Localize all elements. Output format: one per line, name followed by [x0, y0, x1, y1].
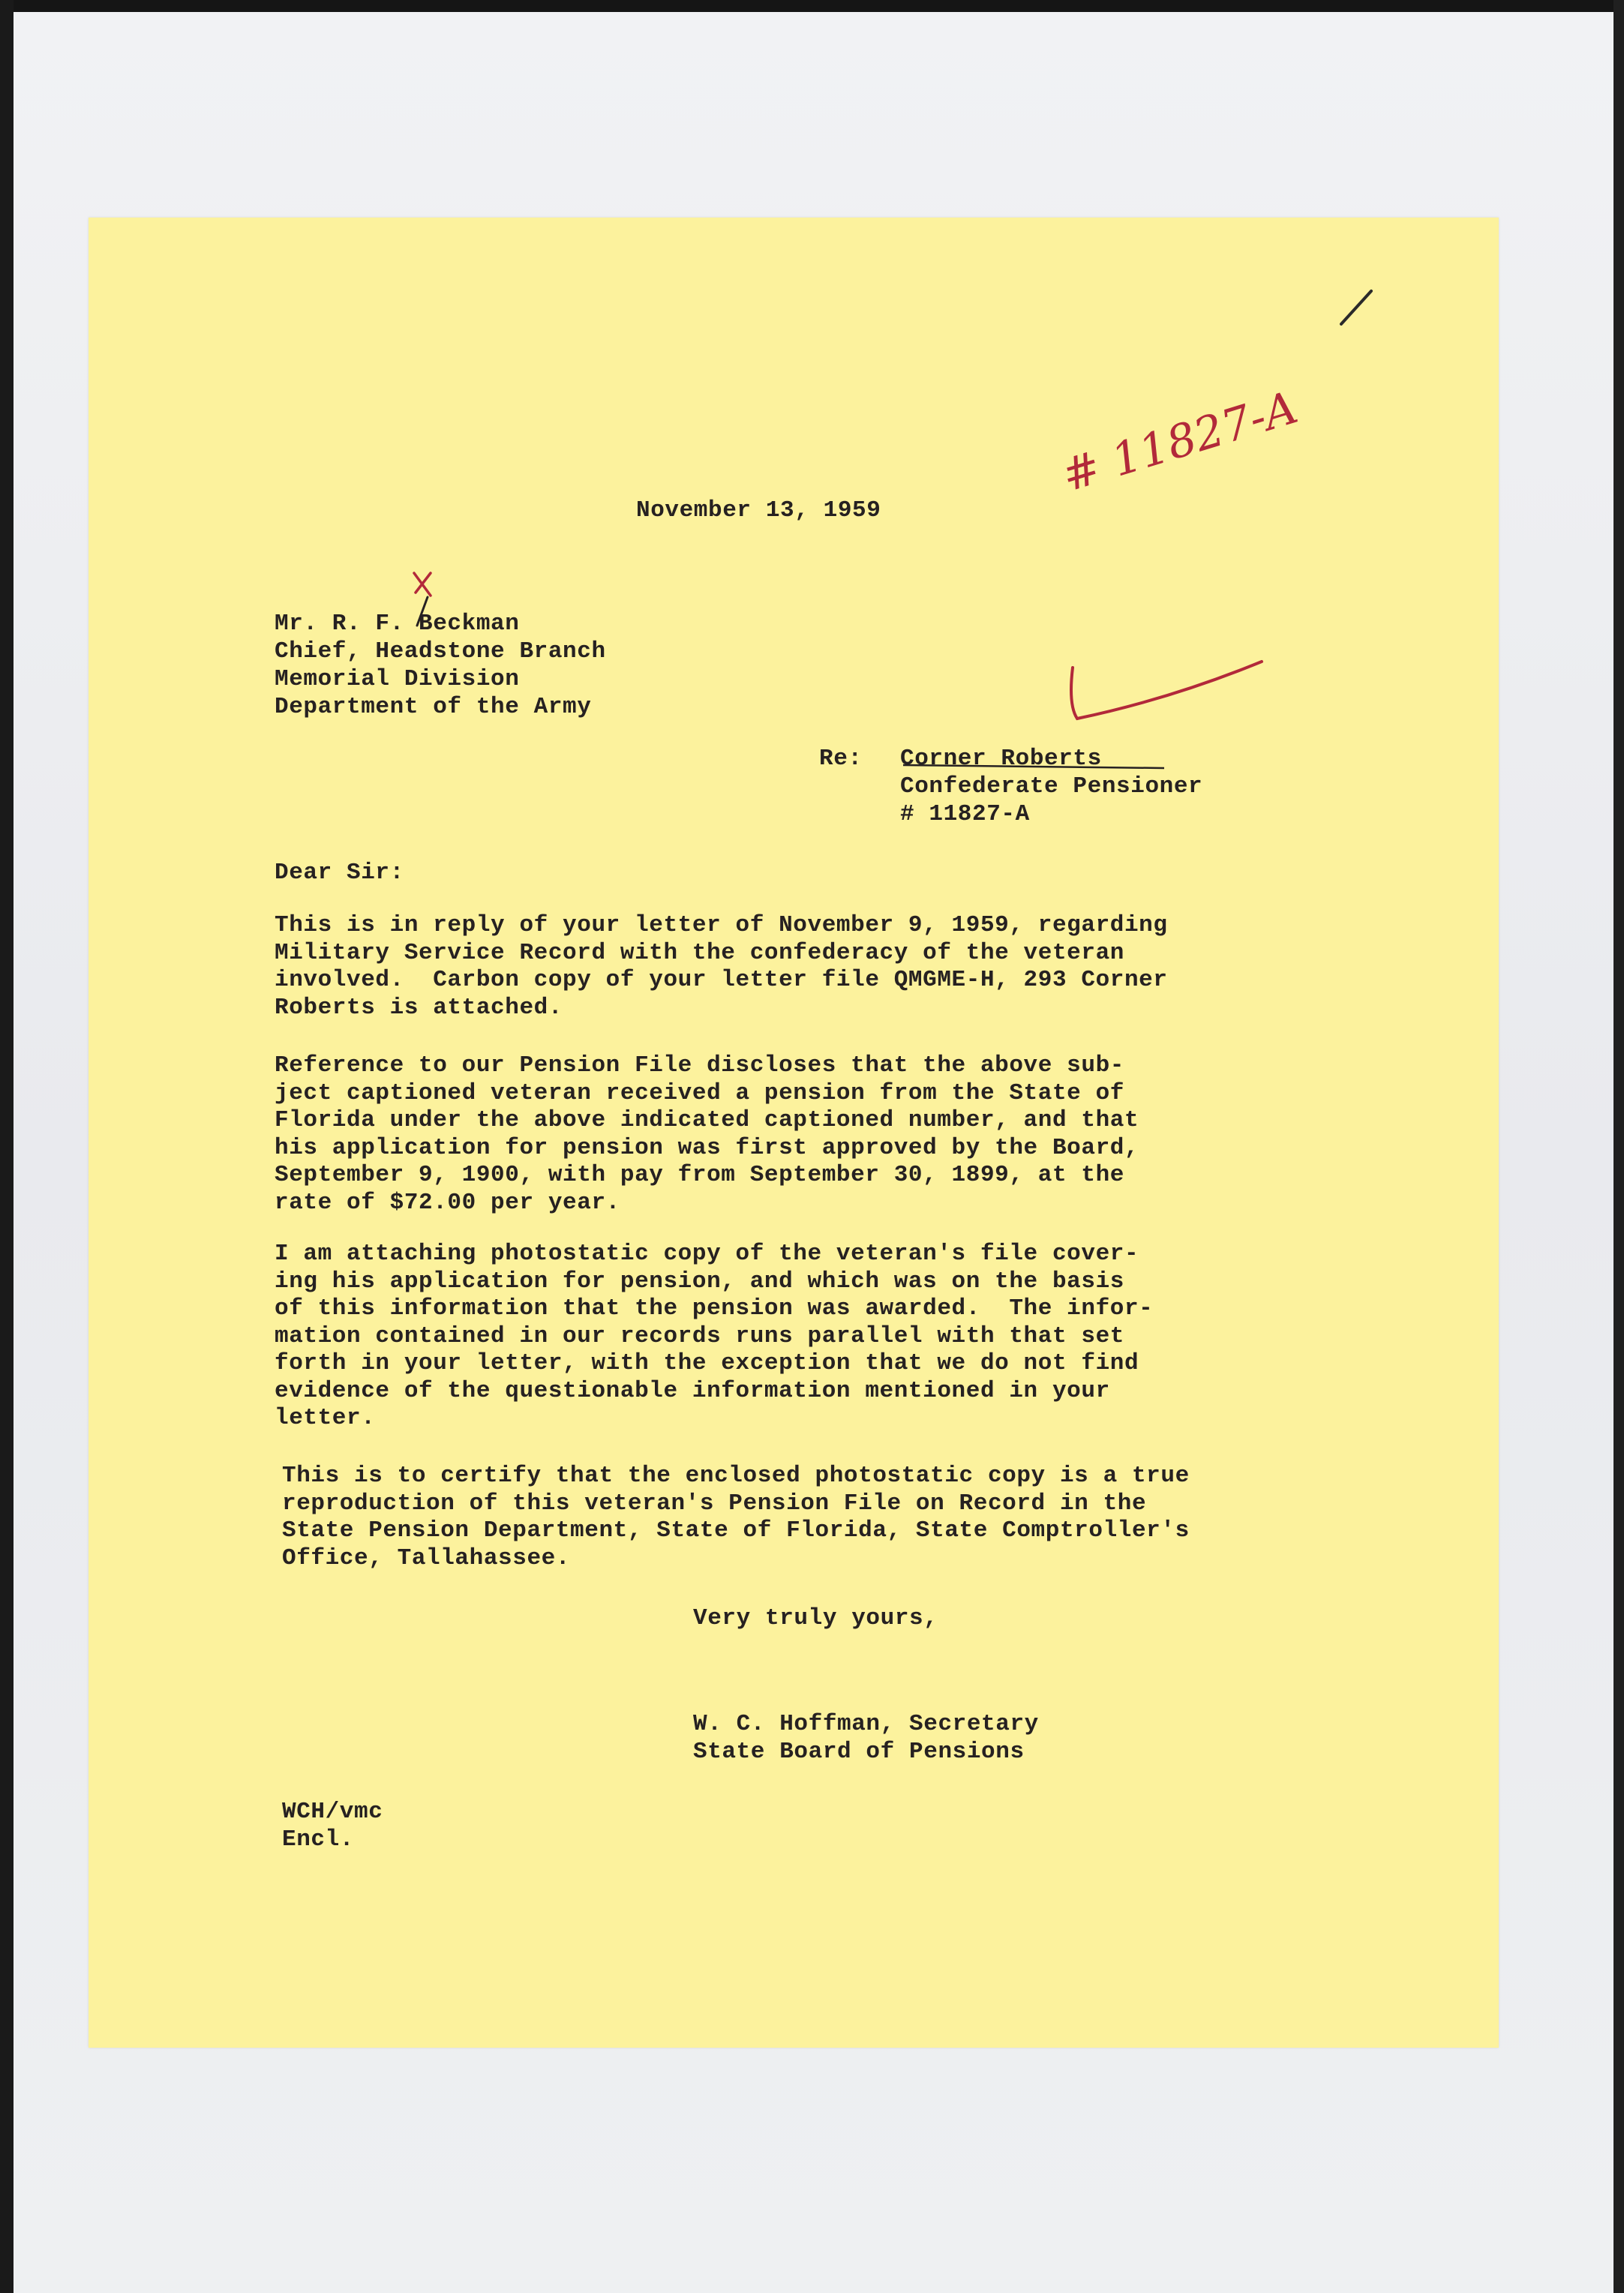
handwritten-file-number: # 11827-A: [1055, 381, 1304, 503]
recipient-title: Chief, Headstone Branch: [275, 638, 606, 665]
body-paragraph-3: I am attaching photostatic copy of the veteran's file cover- ing his application for pension, and which was on the basis of this information that the pension was awarded. The infor- mation contained in our records runs parallel with that set forth in your letter, with the exception that we do not find evidence of the questionable information mentioned in your letter.: [275, 1241, 1154, 1431]
scan-right-edge: [1613, 0, 1624, 2293]
salutation: Dear Sir:: [275, 860, 404, 886]
letter-date: November 13, 1959: [636, 497, 881, 524]
recipient-name: Mr. R. F. Beckman: [275, 611, 520, 637]
reference-initials: WCH/vmc: [282, 1799, 383, 1825]
reference-label: Re:: [819, 746, 863, 772]
recipient-department: Department of the Army: [275, 694, 592, 720]
scan-left-edge: [0, 0, 14, 2293]
signer-name-title: W. C. Hoffman, Secretary: [693, 1711, 1039, 1737]
scan-top-edge: [0, 0, 1624, 12]
reference-number: # 11827-A: [900, 801, 1030, 827]
signer-organization: State Board of Pensions: [693, 1739, 1025, 1765]
body-paragraph-1: This is in reply of your letter of November 9, 1959, regarding Military Service Record with the confederacy of the veteran involved. Carbon copy of your letter file QMGME-H, 293 Corner Roberts is attached.: [275, 912, 1168, 1021]
enclosure-notation: Encl.: [282, 1826, 355, 1853]
recipient-division: Memorial Division: [275, 666, 520, 692]
underline-strike-mark: [900, 758, 1170, 773]
complimentary-closing: Very truly yours,: [693, 1605, 938, 1631]
body-paragraph-4: This is to certify that the enclosed photostatic copy is a true reproduction of this veteran's Pension File on Record in the State Pension Department, State of Florida, State Comptroller's Office, Tallahassee.: [282, 1463, 1190, 1571]
reference-status: Confederate Pensioner: [900, 773, 1203, 800]
red-check-mark: [1065, 653, 1275, 728]
reference-name: Corner Roberts: [900, 746, 1102, 772]
body-paragraph-2: Reference to our Pension File discloses that the above sub- ject captioned veteran received a pension from the State of Florida under the above indicated captioned number, and that his application for pension was first approved by the Board, September 9, 1900, with pay from September 30, 1899, at the rate of $72.00 per year.: [275, 1052, 1139, 1216]
pencil-tick-mark: [1335, 285, 1380, 330]
